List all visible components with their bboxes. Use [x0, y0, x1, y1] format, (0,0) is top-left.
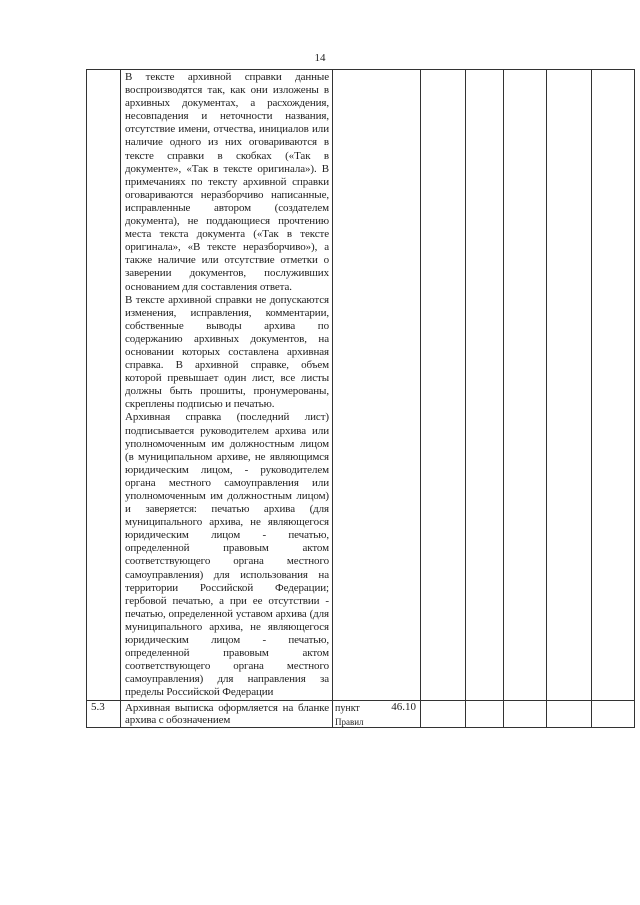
- empty-cell: [592, 70, 635, 701]
- paragraph: Архивная выписка оформляется на бланке архива с обозначением: [125, 701, 329, 727]
- empty-cell: [421, 700, 466, 727]
- row-number-cell: 5.3: [87, 700, 121, 727]
- table-row: [87, 70, 635, 701]
- row-number-cell: [87, 70, 121, 701]
- paragraph-group: [121, 70, 332, 700]
- empty-cell: [547, 700, 592, 727]
- table-row: [87, 700, 635, 727]
- text-cell: [121, 70, 333, 701]
- empty-cell: [421, 70, 466, 701]
- empty-cell: [547, 70, 592, 701]
- reference-block: [333, 701, 420, 727]
- empty-cell: [504, 70, 547, 701]
- regulation-table: [86, 69, 635, 728]
- paragraph: Архивная справка (последний лист) подписывается руководителем архива или уполномоченным им должностным лицом (в муниципальном архиве, не являющимся юридическим лицом, - руководителем органа местного самоуправления или уполномоченным им должностным лицом) и заверяется: печатью архива (для муниципального архива, не являющегося юридическим лицом - печатью, определенной правовым актом соответствующего органа местного самоуправления) для использования на территории Российской Федерации; гербовой печатью, а при ее отсутствии - печатью, определенной уставом архива (для муниципального архива, не являющегося юридическим лицом - печатью, определенной правовым актом соответствующего органа местного самоуправления) для направления за пределы Российской Федерации: [125, 411, 329, 699]
- reference-source: Правил: [335, 716, 364, 727]
- reference-cell: [333, 70, 421, 701]
- empty-cell: [466, 700, 504, 727]
- reference-cell: [333, 700, 421, 727]
- paragraph-group: [121, 701, 332, 727]
- paragraph: В тексте архивной справки не допускаются изменения, исправления, комментарии, собственные выводы архива по содержанию архивных документов, на основании которых составлена архивная справка. В архивной справке, объем которой превышает один лист, все листы должны быть прошиты, пронумерованы, скреплены подписью и печатью.: [125, 293, 329, 411]
- reference-value: 46.10: [391, 700, 416, 713]
- empty-cell: [504, 700, 547, 727]
- empty-cell: [592, 700, 635, 727]
- page-number: 14: [314, 52, 326, 64]
- paragraph: В тексте архивной справки данные воспроизводятся так, как они изложены в архивных документах, а расхождения, несовпадения и неточности названия, отсутствие имени, отчества, инициалов или наличие одного из них оговариваются в тексте справки в скобках («Так в документе», «Так в тексте оригинала»). В примечаниях по тексту архивной справки оговариваются неразборчиво написанные, исправленные автором (создателем документа), не поддающиеся прочтению места текста документа («Так в тексте оригинала», «В тексте неразборчиво»), а также наличие или отсутствие отметки о заверении документов, послуживших основанием для составления ответа.: [125, 71, 329, 293]
- reference-label: пункт: [335, 702, 360, 714]
- text-cell: [121, 700, 333, 727]
- empty-cell: [466, 70, 504, 701]
